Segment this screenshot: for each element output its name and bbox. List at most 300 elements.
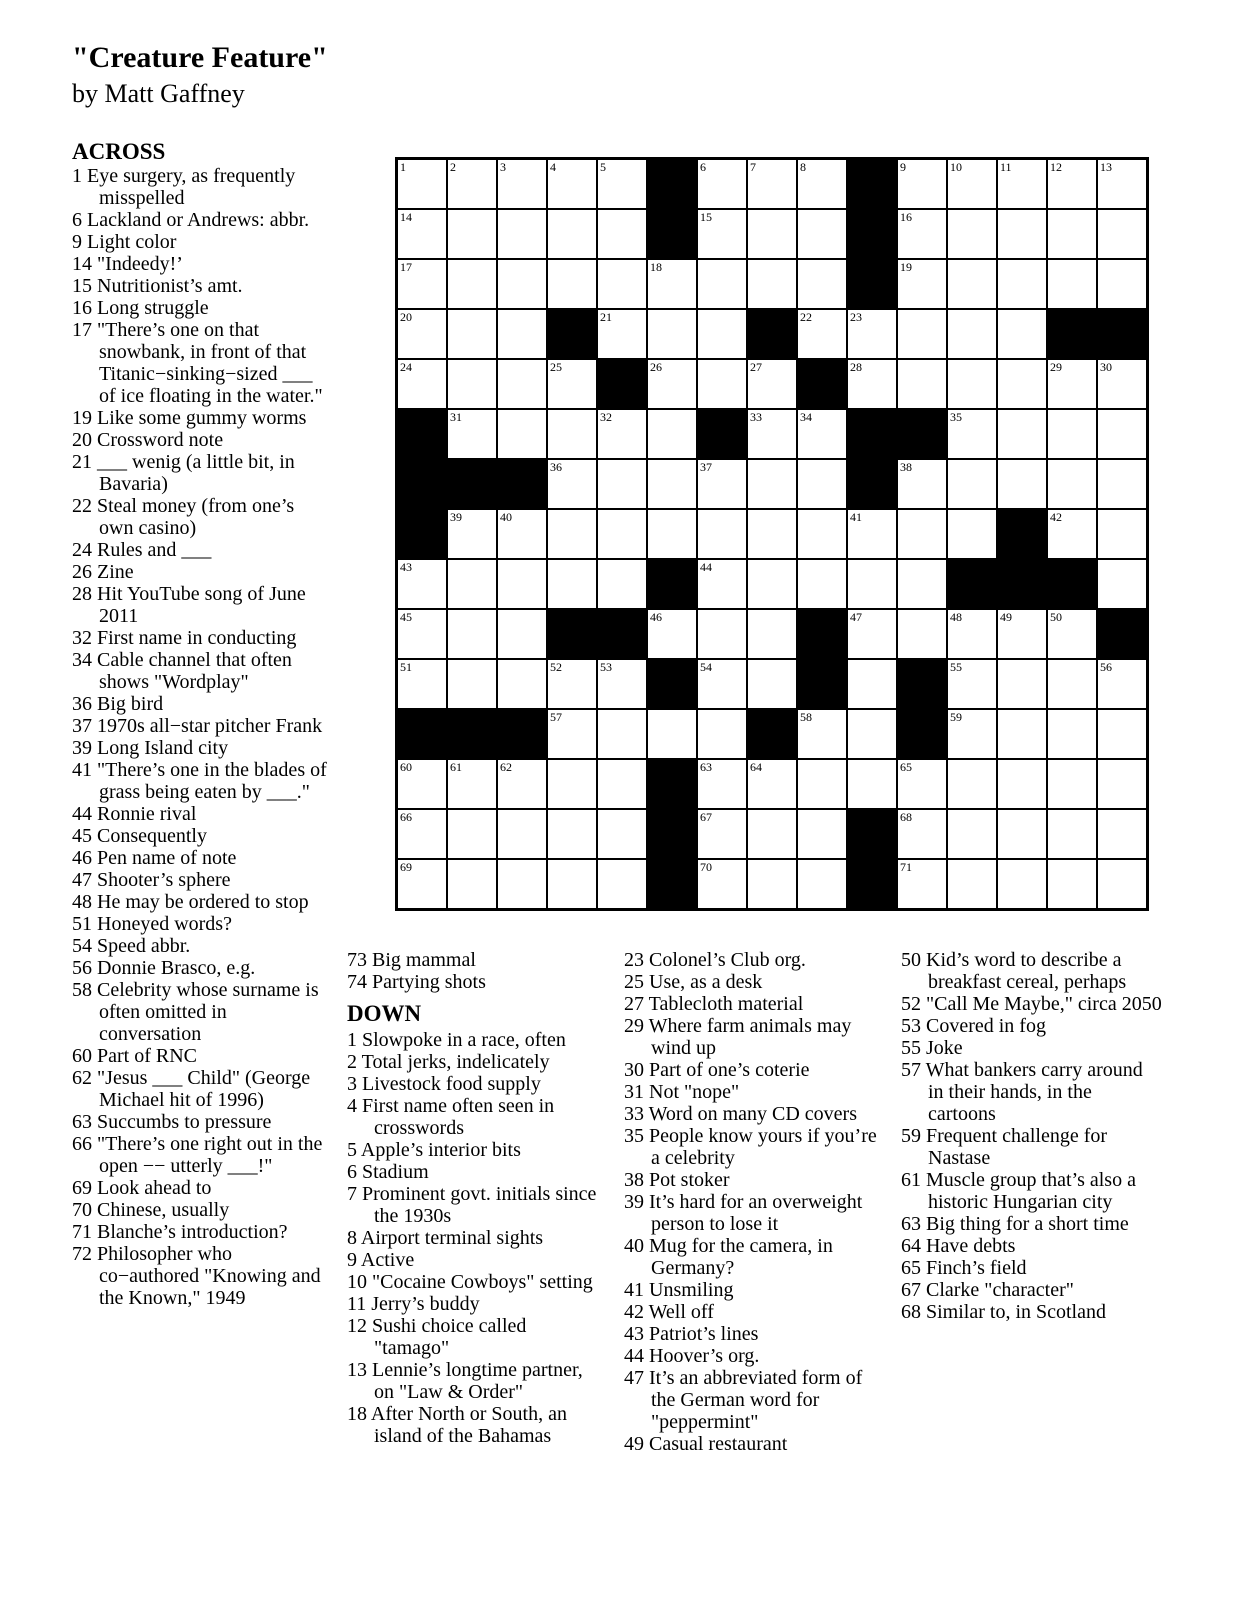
grid-cell[interactable] [697,859,747,909]
grid-cell[interactable] [497,759,547,809]
grid-cell[interactable] [397,859,447,909]
grid-cell[interactable] [597,809,647,859]
grid-cell[interactable] [797,209,847,259]
grid-cell[interactable] [947,259,997,309]
grid-cell[interactable] [897,859,947,909]
grid-cell[interactable] [447,559,497,609]
grid-black-cell [647,559,697,609]
grid-cell[interactable] [447,309,497,359]
grid-cell[interactable] [397,559,447,609]
down-clue: 49 Casual restaurant [624,1433,788,1455]
grid-cell[interactable] [947,809,997,859]
grid-cell[interactable] [897,159,947,209]
grid-cell[interactable] [447,509,497,559]
down-clue: 53 Covered in fog [901,1015,1046,1037]
grid-cell[interactable] [597,409,647,459]
grid-cell[interactable] [497,159,547,209]
grid-cell[interactable] [697,809,747,859]
grid-black-cell [397,509,447,559]
grid-cell[interactable] [647,709,697,759]
across-clue: 6 Lackland or Andrews: abbr. [72,209,310,231]
grid-cell[interactable] [547,709,597,759]
down-clue: 1 Slowpoke in a race, often [347,1029,566,1051]
grid-cell[interactable] [547,659,597,709]
across-clue: 70 Chinese, usually [72,1199,230,1221]
grid-cell[interactable] [847,509,897,559]
grid-cell[interactable] [547,209,597,259]
across-clue: 72 Philosopher who co−authored "Knowing and the Known," 1949 [72,1243,321,1309]
cell-number: 64 [750,760,762,774]
grid-cell[interactable] [947,709,997,759]
grid-cell[interactable] [997,759,1047,809]
cell-number: 45 [400,610,412,624]
grid-cell[interactable] [547,409,597,459]
down-clue: 8 Airport terminal sights [347,1227,544,1249]
grid-cell[interactable] [1097,859,1147,909]
cell-number: 50 [1050,610,1062,624]
grid-cell[interactable] [897,209,947,259]
cell-number: 38 [900,460,912,474]
grid-cell[interactable] [497,509,547,559]
across-clue: 63 Succumbs to pressure [72,1111,272,1133]
cell-number: 7 [750,160,756,174]
grid-cell[interactable] [947,359,997,409]
grid-cell[interactable] [997,609,1047,659]
grid-cell[interactable] [547,809,597,859]
cell-number: 53 [600,660,612,674]
grid-cell[interactable] [947,859,997,909]
cell-number: 29 [1050,360,1062,374]
grid-cell[interactable] [397,609,447,659]
down-clue: 39 It’s hard for an overweight person to lose it [624,1191,863,1235]
grid-cell[interactable] [847,709,897,759]
crossword-grid[interactable] [397,159,1147,909]
grid-cell[interactable] [797,859,847,909]
grid-cell[interactable] [747,809,797,859]
grid-cell[interactable] [847,659,897,709]
across-clue: 14 "Indeedy!’ [72,253,183,275]
down-clue: 38 Pot stoker [624,1169,730,1191]
grid-black-cell [897,409,947,459]
grid-cell[interactable] [547,559,597,609]
cell-number: 25 [550,360,562,374]
grid-cell[interactable] [697,209,747,259]
grid-cell[interactable] [947,509,997,559]
grid-cell[interactable] [997,859,1047,909]
across-clue: 9 Light color [72,231,177,253]
grid-black-cell [647,759,697,809]
grid-cell[interactable] [1047,609,1097,659]
grid-cell[interactable] [447,409,497,459]
grid-cell[interactable] [497,659,547,709]
across-clue: 17 "There’s one on that snowbank, in front of that Titanic−sinking−sized ___ of ice floating in the water." [72,319,323,407]
grid-cell[interactable] [647,409,697,459]
across-clue: 51 Honeyed words? [72,913,232,935]
grid-black-cell [697,409,747,459]
grid-black-cell [797,359,847,409]
grid-cell[interactable] [697,259,747,309]
cell-number: 4 [550,160,556,174]
cell-number: 5 [600,160,606,174]
grid-cell[interactable] [447,259,497,309]
grid-cell[interactable] [647,509,697,559]
grid-cell[interactable] [597,559,647,609]
grid-cell[interactable] [997,709,1047,759]
cell-number: 16 [900,210,912,224]
grid-cell[interactable] [547,159,597,209]
grid-cell[interactable] [797,159,847,209]
grid-black-cell [1097,609,1147,659]
grid-cell[interactable] [697,609,747,659]
cell-number: 35 [950,410,962,424]
grid-cell[interactable] [697,309,747,359]
cell-number: 54 [700,660,712,674]
grid-cell[interactable] [747,859,797,909]
grid-black-cell [647,159,697,209]
across-clue: 24 Rules and ___ [72,539,212,561]
across-clue: 56 Donnie Brasco, e.g. [72,957,256,979]
grid-cell[interactable] [1097,559,1147,609]
grid-cell[interactable] [547,759,597,809]
grid-cell[interactable] [547,509,597,559]
grid-cell[interactable] [447,209,497,259]
grid-cell[interactable] [547,259,597,309]
grid-cell[interactable] [1047,159,1097,209]
down-clue: 67 Clarke "character" [901,1279,1074,1301]
grid-black-cell [747,709,797,759]
cell-number: 22 [800,310,812,324]
cell-number: 19 [900,260,912,274]
cell-number: 52 [550,660,562,674]
grid-cell[interactable] [497,559,547,609]
grid-cell[interactable] [597,309,647,359]
grid-cell[interactable] [797,309,847,359]
grid-cell[interactable] [697,159,747,209]
grid-cell[interactable] [697,459,747,509]
down-heading: DOWN [347,1001,422,1026]
down-clue: 68 Similar to, in Scotland [901,1301,1106,1323]
down-clue: 3 Livestock food supply [347,1073,541,1095]
cell-number: 11 [1000,160,1012,174]
down-clue: 27 Tablecloth material [624,993,804,1015]
grid-cell[interactable] [1097,509,1147,559]
grid-cell[interactable] [747,759,797,809]
grid-cell[interactable] [897,609,947,659]
grid-cell[interactable] [847,759,897,809]
grid-cell[interactable] [1047,359,1097,409]
grid-cell[interactable] [997,459,1047,509]
grid-cell[interactable] [597,509,647,559]
grid-cell[interactable] [897,259,947,309]
grid-cell[interactable] [947,309,997,359]
grid-cell[interactable] [1047,709,1097,759]
grid-cell[interactable] [1047,659,1097,709]
grid-cell[interactable] [397,659,447,709]
grid-cell[interactable] [947,609,997,659]
grid-cell[interactable] [497,809,547,859]
clue-column-3 [624,949,882,1455]
across-clue: 48 He may be ordered to stop [72,891,309,913]
grid-cell[interactable] [947,759,997,809]
grid-cell[interactable] [747,609,797,659]
down-clue: 10 "Cocaine Cowboys" setting [347,1271,593,1293]
grid-cell[interactable] [647,359,697,409]
grid-black-cell [947,559,997,609]
grid-cell[interactable] [447,809,497,859]
cell-number: 56 [1100,660,1112,674]
grid-cell[interactable] [797,259,847,309]
grid-cell[interactable] [697,759,747,809]
grid-cell[interactable] [497,309,547,359]
grid-cell[interactable] [1047,409,1097,459]
grid-cell[interactable] [447,859,497,909]
grid-cell[interactable] [897,359,947,409]
down-clue: 63 Big thing for a short time [901,1213,1129,1235]
grid-black-cell [847,209,897,259]
grid-cell[interactable] [1097,459,1147,509]
down-clue: 12 Sushi choice called "tamago" [347,1315,527,1359]
cell-number: 23 [850,310,862,324]
grid-cell[interactable] [497,259,547,309]
grid-cell[interactable] [747,659,797,709]
grid-cell[interactable] [897,759,947,809]
grid-cell[interactable] [947,659,997,709]
grid-cell[interactable] [647,309,697,359]
across-clue: 36 Big bird [72,693,164,715]
cell-number: 44 [700,560,712,574]
down-clue: 55 Joke [901,1037,963,1059]
grid-cell[interactable] [597,259,647,309]
down-clue: 11 Jerry’s buddy [347,1293,480,1315]
grid-cell[interactable] [797,459,847,509]
down-clue: 5 Apple’s interior bits [347,1139,521,1161]
grid-cell[interactable] [447,609,497,659]
grid-cell[interactable] [747,359,797,409]
down-clue: 42 Well off [624,1301,714,1323]
grid-cell[interactable] [847,609,897,659]
across-clue: 74 Partying shots [347,971,486,993]
grid-cell[interactable] [597,209,647,259]
grid-cell[interactable] [797,409,847,459]
grid-cell[interactable] [847,309,897,359]
cell-number: 39 [450,510,462,524]
grid-cell[interactable] [997,659,1047,709]
grid-cell[interactable] [447,659,497,709]
grid-cell[interactable] [797,509,847,559]
cell-number: 61 [450,760,462,774]
grid-black-cell [897,659,947,709]
grid-cell[interactable] [597,759,647,809]
cell-number: 66 [400,810,412,824]
across-heading: ACROSS [72,139,166,164]
cell-number: 2 [450,160,456,174]
grid-cell[interactable] [947,409,997,459]
down-clue: 13 Lennie’s longtime partner, on "Law & Order" [347,1359,583,1403]
grid-black-cell [747,309,797,359]
grid-cell[interactable] [897,459,947,509]
grid-cell[interactable] [747,409,797,459]
grid-cell[interactable] [597,159,647,209]
grid-cell[interactable] [447,759,497,809]
cell-number: 10 [950,160,962,174]
grid-cell[interactable] [997,409,1047,459]
grid-cell[interactable] [1097,159,1147,209]
cell-number: 48 [950,610,962,624]
across-clue: 15 Nutritionist’s amt. [72,275,243,297]
cell-number: 63 [700,760,712,774]
grid-cell[interactable] [397,159,447,209]
grid-cell[interactable] [597,659,647,709]
grid-cell[interactable] [547,459,597,509]
grid-cell[interactable] [647,259,697,309]
cell-number: 31 [450,410,462,424]
grid-cell[interactable] [647,459,697,509]
cell-number: 17 [400,260,412,274]
grid-cell[interactable] [1047,209,1097,259]
grid-cell[interactable] [697,359,747,409]
across-clue: 47 Shooter’s sphere [72,869,231,891]
grid-cell[interactable] [1097,209,1147,259]
grid-cell[interactable] [747,559,797,609]
grid-cell[interactable] [897,309,947,359]
cell-number: 58 [800,710,812,724]
grid-cell[interactable] [797,709,847,759]
cell-number: 42 [1050,510,1062,524]
grid-cell[interactable] [1097,409,1147,459]
grid-cell[interactable] [497,359,547,409]
grid-black-cell [797,609,847,659]
grid-cell[interactable] [1097,709,1147,759]
grid-black-cell [847,259,897,309]
grid-cell[interactable] [1047,809,1097,859]
across-clue: 34 Cable channel that often shows "Wordplay" [72,649,292,693]
grid-cell[interactable] [747,209,797,259]
cell-number: 49 [1000,610,1012,624]
grid-cell[interactable] [897,509,947,559]
across-clue: 28 Hit YouTube song of June 2011 [72,583,306,627]
cell-number: 28 [850,360,862,374]
grid-cell[interactable] [947,459,997,509]
cell-number: 67 [700,810,712,824]
grid-cell[interactable] [1047,509,1097,559]
grid-cell[interactable] [1097,659,1147,709]
grid-cell[interactable] [447,359,497,409]
grid-cell[interactable] [397,309,447,359]
down-clue: 2 Total jerks, indelicately [347,1051,550,1073]
grid-cell[interactable] [1097,259,1147,309]
grid-cell[interactable] [847,359,897,409]
grid-cell[interactable] [597,709,647,759]
grid-cell[interactable] [847,559,897,609]
grid-cell[interactable] [1097,809,1147,859]
down-clue: 44 Hoover’s org. [624,1345,760,1367]
grid-cell[interactable] [697,709,747,759]
cell-number: 36 [550,460,562,474]
cell-number: 3 [500,160,506,174]
grid-black-cell [847,159,897,209]
across-clue: 66 "There’s one right out in the open −− utterly ___!" [72,1133,323,1177]
across-clue: 46 Pen name of note [72,847,237,869]
grid-cell[interactable] [497,609,547,659]
grid-cell[interactable] [897,559,947,609]
grid-cell[interactable] [997,359,1047,409]
grid-cell[interactable] [947,159,997,209]
grid-black-cell [497,709,547,759]
grid-black-cell [997,559,1047,609]
grid-cell[interactable] [647,609,697,659]
grid-cell[interactable] [797,759,847,809]
grid-cell[interactable] [1047,859,1097,909]
cell-number: 68 [900,810,912,824]
grid-cell[interactable] [397,809,447,859]
grid-cell[interactable] [797,559,847,609]
down-clue: 4 First name often seen in crosswords [347,1095,555,1139]
grid-cell[interactable] [1097,359,1147,409]
down-clue: 18 After North or South, an island of the Bahamas [347,1403,567,1447]
grid-cell[interactable] [797,809,847,859]
grid-cell[interactable] [997,159,1047,209]
grid-cell[interactable] [997,809,1047,859]
cell-number: 60 [400,760,412,774]
cell-number: 62 [500,760,512,774]
cell-number: 18 [650,260,662,274]
grid-black-cell [497,459,547,509]
grid-cell[interactable] [397,259,447,309]
grid-cell[interactable] [497,859,547,909]
grid-cell[interactable] [397,359,447,409]
cell-number: 70 [700,860,712,874]
grid-cell[interactable] [747,259,797,309]
grid-cell[interactable] [597,459,647,509]
across-clue: 58 Celebrity whose surname is often omitted in conversation [72,979,319,1045]
across-clue: 71 Blanche’s introduction? [72,1221,288,1243]
grid-black-cell [1047,559,1097,609]
across-clue: 73 Big mammal [347,949,476,971]
grid-cell[interactable] [497,209,547,259]
grid-cell[interactable] [997,309,1047,359]
grid-cell[interactable] [947,209,997,259]
cell-number: 69 [400,860,412,874]
cell-number: 8 [800,160,806,174]
grid-cell[interactable] [897,809,947,859]
grid-cell[interactable] [697,559,747,609]
across-clue: 69 Look ahead to [72,1177,212,1199]
grid-cell[interactable] [497,409,547,459]
grid-cell[interactable] [1047,759,1097,809]
grid-cell[interactable] [547,859,597,909]
cell-number: 57 [550,710,562,724]
grid-cell[interactable] [447,159,497,209]
grid-cell[interactable] [1047,259,1097,309]
grid-cell[interactable] [697,659,747,709]
down-clue: 35 People know yours if you’re a celebrity [624,1125,877,1169]
grid-cell[interactable] [397,209,447,259]
grid-cell[interactable] [747,509,797,559]
grid-cell[interactable] [1047,459,1097,509]
grid-cell[interactable] [747,159,797,209]
grid-cell[interactable] [997,209,1047,259]
grid-cell[interactable] [997,259,1047,309]
cell-number: 33 [750,410,762,424]
grid-cell[interactable] [1097,759,1147,809]
down-clue: 25 Use, as a desk [624,971,763,993]
grid-cell[interactable] [547,359,597,409]
grid-cell[interactable] [697,509,747,559]
cell-number: 43 [400,560,412,574]
grid-cell[interactable] [397,759,447,809]
grid-cell[interactable] [747,459,797,509]
grid-cell[interactable] [597,859,647,909]
